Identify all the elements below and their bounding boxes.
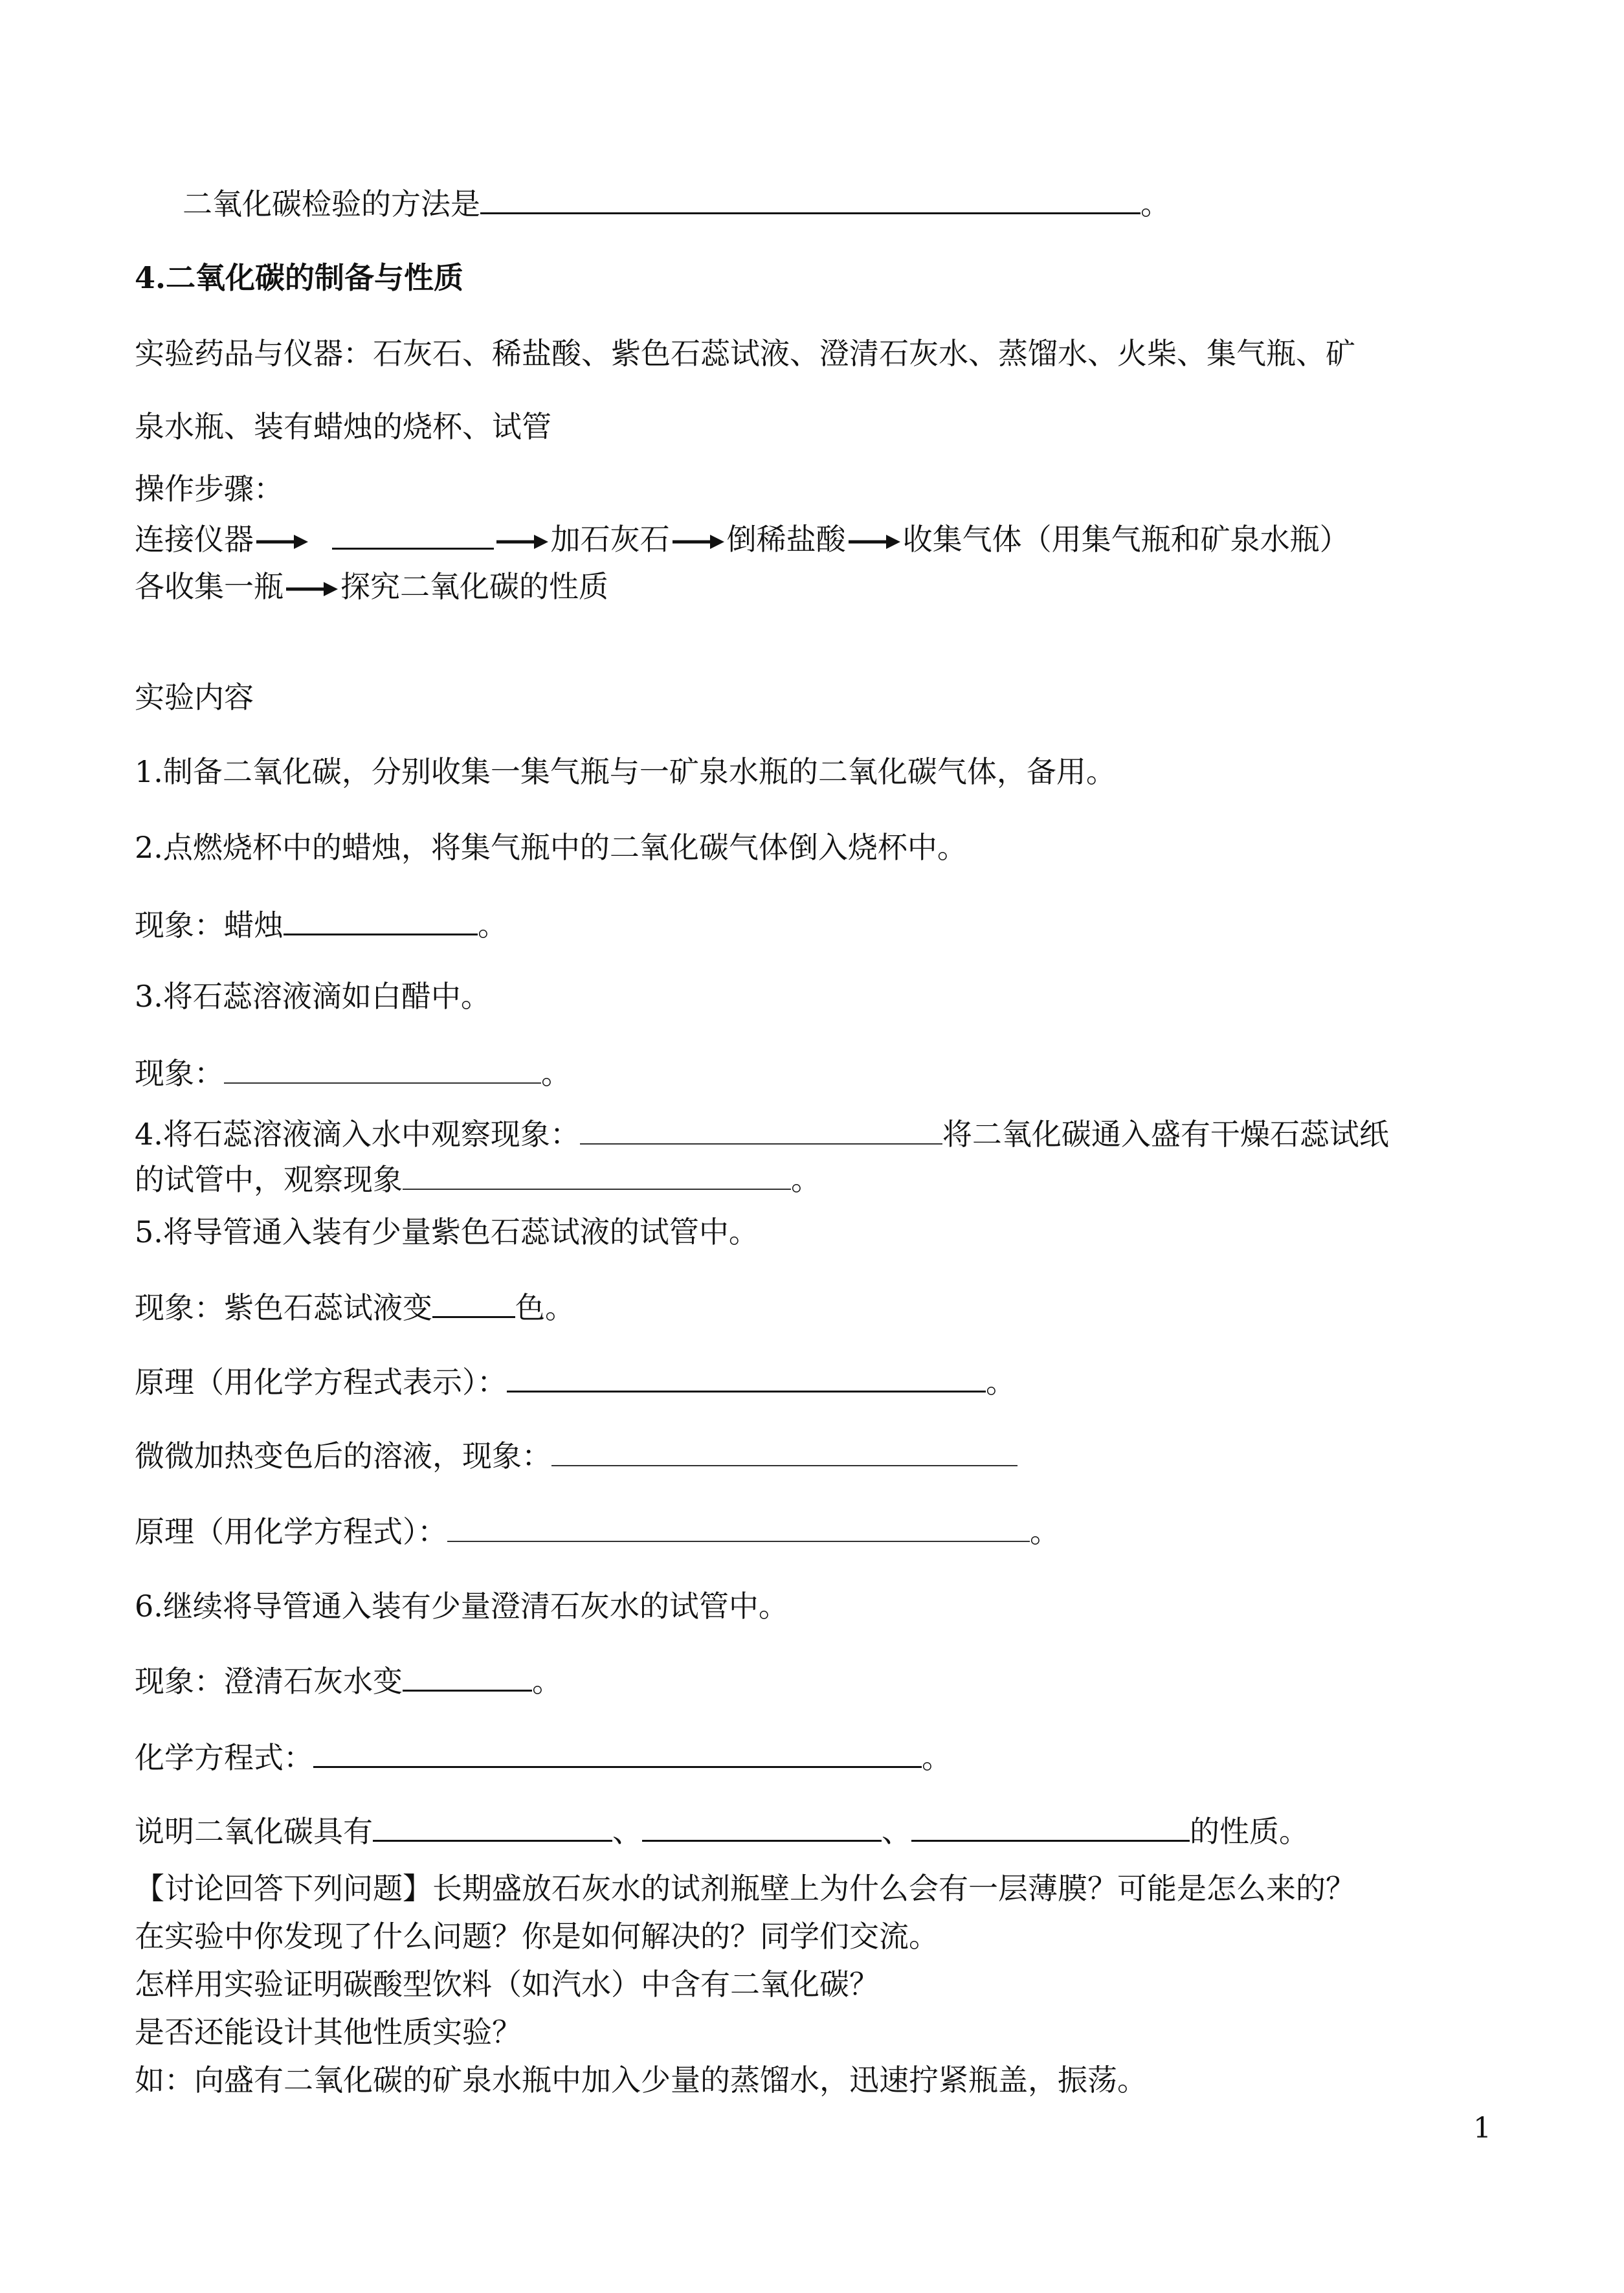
observation-5 (135, 1286, 575, 1328)
chemical-equation (135, 1736, 951, 1778)
observation-label: 现象：澄清石灰水变 (135, 1664, 403, 1699)
observation-3 (135, 1053, 571, 1093)
step-pour-acid: 倒稀盐酸 (726, 522, 846, 557)
test-method-line (183, 183, 1170, 224)
observation-label: 现象： (135, 1056, 224, 1091)
principle-label: 原理（用化学方程式）： (135, 1514, 447, 1549)
test-method-blank[interactable] (480, 183, 1140, 214)
observation-6 (135, 1660, 562, 1701)
steps-flow-line-1 (135, 518, 1350, 559)
discussion-line-5: 如：向盛有二氧化碳的矿泉水瓶中加入少量的蒸馏水，迅速拧紧瓶盖，振荡。 (135, 2063, 1147, 2097)
period: 。 (532, 1664, 562, 1699)
arrow-right-icon (256, 532, 308, 552)
test-method-label: 二氧化碳检验的方法是 (183, 186, 480, 221)
arrow-right-icon (849, 532, 900, 552)
heat-label: 微微加热变色后的溶液，现象： (135, 1438, 551, 1473)
property-line (135, 1810, 1309, 1851)
item-4-line-1 (135, 1113, 1389, 1154)
principle-1-blank[interactable] (507, 1361, 986, 1393)
steps-label: 操作步骤： (135, 471, 284, 506)
observation-label: 现象：紫色石蕊试液变 (135, 1290, 432, 1325)
section-title: 4.二氧化碳的制备与性质 (135, 260, 464, 295)
principle-2 (135, 1511, 1060, 1552)
item-1: 1.制备二氧化碳，分别收集一集气瓶与一矿泉水瓶的二氧化碳气体，备用。 (135, 754, 1116, 789)
heat-observation-blank[interactable] (551, 1435, 1018, 1466)
step-collect-gas: 收集气体（用集气瓶和矿泉水瓶） (902, 522, 1350, 557)
separator: 、 (882, 1814, 911, 1849)
separator: 、 (612, 1814, 642, 1849)
observation-6-blank[interactable] (403, 1660, 532, 1692)
observation-5-blank[interactable] (432, 1286, 515, 1318)
item-4-text-a: 4.将石蕊溶液滴入水中观察现象： (135, 1117, 580, 1152)
color-suffix: 色。 (515, 1290, 575, 1325)
step-connect: 连接仪器 (135, 522, 254, 557)
step-explore: 探究二氧化碳的性质 (340, 569, 608, 604)
item-4-line-2 (135, 1159, 821, 1200)
observation-3-blank[interactable] (224, 1053, 541, 1084)
steps-flow-line-2 (135, 566, 608, 607)
heat-observation (135, 1435, 1018, 1476)
period: 。 (791, 1162, 821, 1197)
equation-blank[interactable] (313, 1736, 922, 1768)
item-4-text-b: 将二氧化碳通入盛有干燥石蕊试纸 (942, 1117, 1389, 1152)
page-number: 1 (1473, 2112, 1491, 2145)
principle-label: 原理（用化学方程式表示）： (135, 1365, 507, 1400)
item-4-blank-b[interactable] (403, 1159, 791, 1190)
materials-line-2: 泉水瓶、装有蜡烛的烧杯、试管 (135, 409, 551, 444)
item-3: 3.将石蕊溶液滴如白醋中。 (135, 979, 491, 1014)
item-4-blank-a[interactable] (580, 1113, 942, 1145)
discussion-line-4: 是否还能设计其他性质实验？ (135, 2015, 522, 2050)
property-blank-1[interactable] (373, 1810, 612, 1842)
materials-line-1: 实验药品与仪器：石灰石、稀盐酸、紫色石蕊试液、澄清石灰水、蒸馏水、火柴、集气瓶、矿 (135, 336, 1355, 371)
period: 。 (922, 1740, 951, 1775)
arrow-right-icon (286, 579, 338, 599)
step-collect-each: 各收集一瓶 (135, 569, 284, 604)
item-6: 6.继续将导管通入装有少量澄清石灰水的试管中。 (135, 1589, 788, 1624)
equation-label: 化学方程式： (135, 1740, 313, 1775)
item-4-text-c: 的试管中，观察现象 (135, 1162, 403, 1197)
content-label: 实验内容 (135, 680, 254, 715)
observation-2-blank[interactable] (284, 904, 478, 935)
period: 。 (1030, 1514, 1060, 1549)
property-blank-3[interactable] (911, 1810, 1190, 1842)
period: 。 (478, 908, 507, 943)
discussion-line-1: 【讨论回答下列问题】长期盛放石灰水的试剂瓶壁上为什么会有一层薄膜？可能是怎么来的？ (135, 1871, 1355, 1906)
property-blank-2[interactable] (642, 1810, 882, 1842)
step-blank[interactable] (332, 518, 494, 550)
discussion-line-2: 在实验中你发现了什么问题？你是如何解决的？同学们交流。 (135, 1919, 939, 1954)
period: 。 (986, 1365, 1016, 1400)
arrow-right-icon (673, 532, 724, 552)
principle-2-blank[interactable] (447, 1511, 1030, 1542)
item-2: 2.点燃烧杯中的蜡烛，将集气瓶中的二氧化碳气体倒入烧杯中。 (135, 830, 967, 865)
period: 。 (1140, 186, 1170, 221)
property-label: 说明二氧化碳具有 (135, 1814, 373, 1849)
item-5: 5.将导管通入装有少量紫色石蕊试液的试管中。 (135, 1214, 759, 1249)
discussion-line-3: 怎样用实验证明碳酸型饮料（如汽水）中含有二氧化碳？ (135, 1967, 879, 2002)
principle-1 (135, 1361, 1016, 1402)
observation-2 (135, 904, 507, 945)
property-end: 的性质。 (1190, 1814, 1309, 1849)
period: 。 (541, 1056, 571, 1091)
step-add-limestone: 加石灰石 (550, 522, 670, 557)
arrow-right-icon (496, 532, 548, 552)
observation-label: 现象：蜡烛 (135, 908, 284, 943)
